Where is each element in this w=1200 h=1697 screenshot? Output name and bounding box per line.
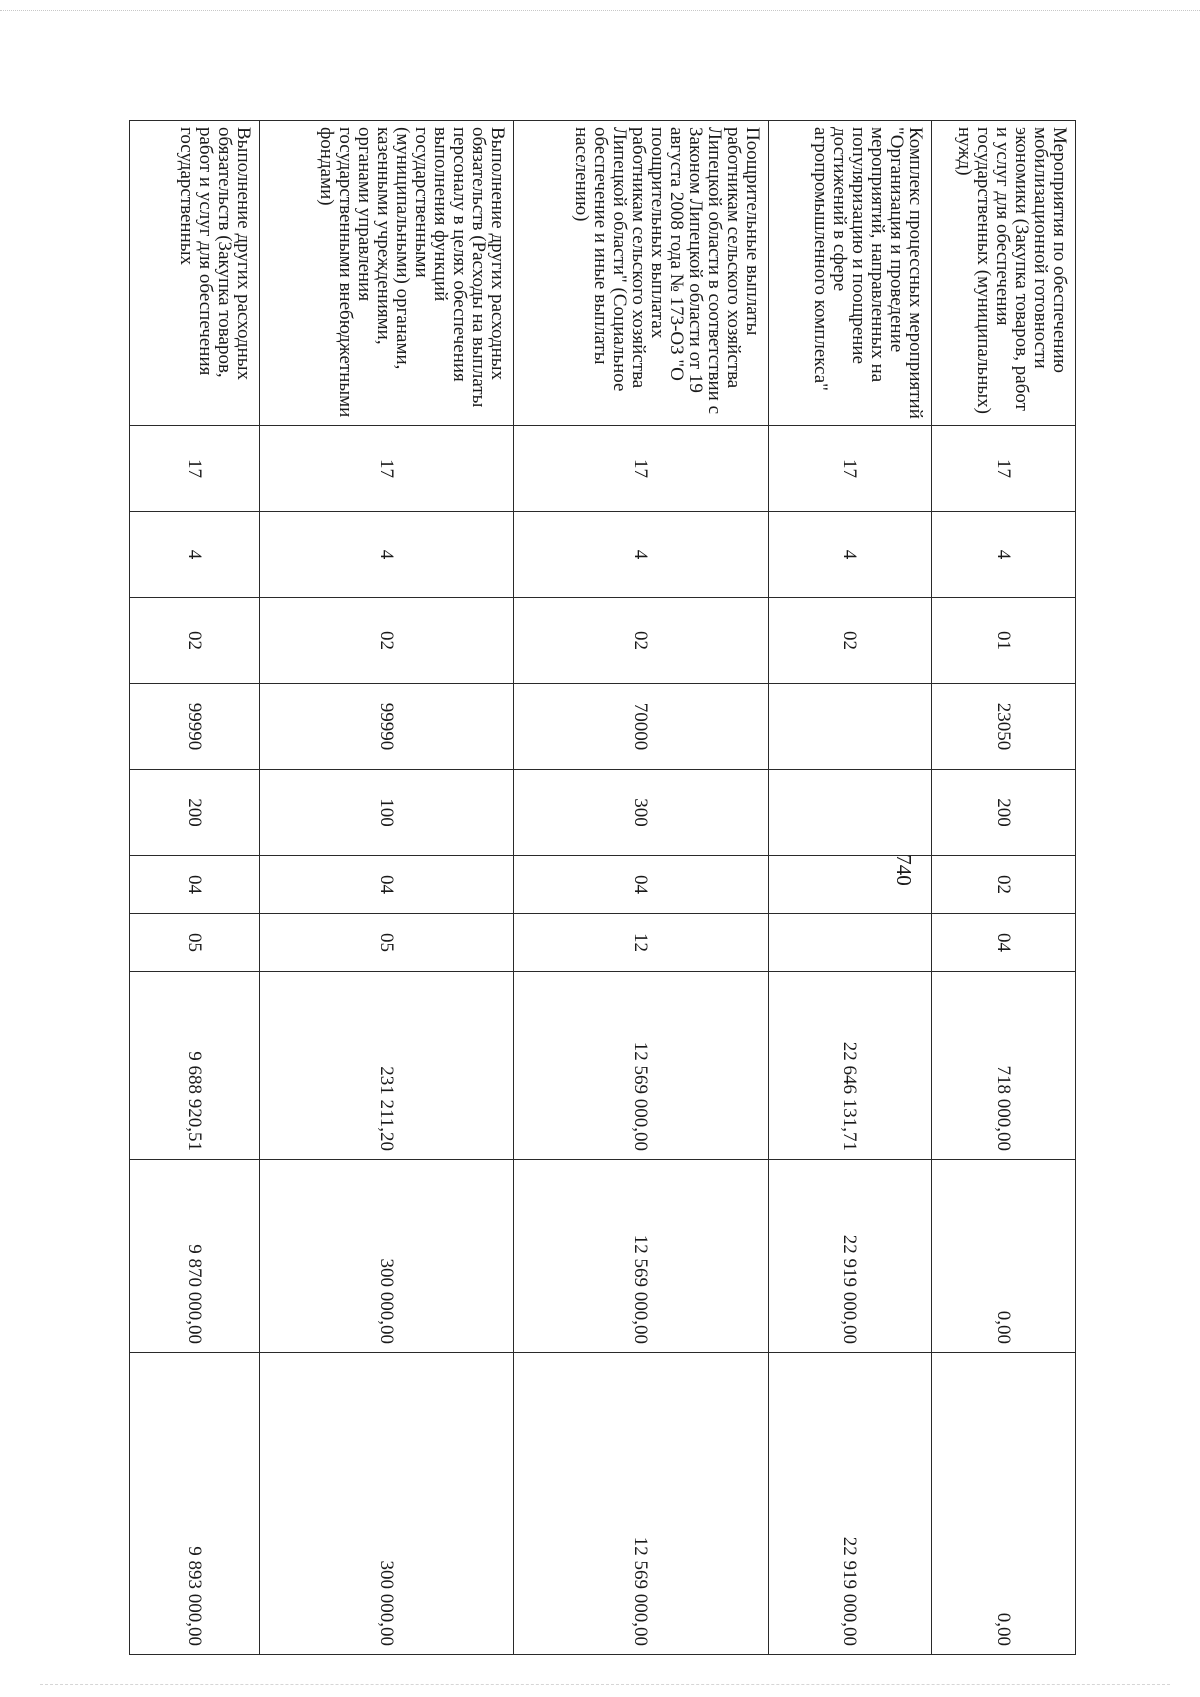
scan-top-edge bbox=[0, 10, 1200, 11]
cell-v2: 22 919 000,00 bbox=[769, 1160, 932, 1353]
cell-c4: 70000 bbox=[514, 684, 769, 770]
table-row bbox=[932, 121, 1076, 1655]
scan-bottom-edge bbox=[40, 1684, 1170, 1685]
row-name: Мероприятия по обеспечению мобилизационной готовности экономики (Закупка товаров, работ и услуг для обеспечения государственных (муниципальных) нужд) bbox=[932, 121, 1076, 426]
page-number: 740 bbox=[892, 854, 916, 886]
cell-c2: 4 bbox=[130, 512, 260, 598]
cell-c6: 04 bbox=[130, 856, 260, 914]
cell-v1: 231 211,20 bbox=[260, 972, 514, 1160]
row-name: Комплекс процессных мероприятий "Организация и проведение мероприятий, направленных на популяризацию и поощрение достижений в сфере агропромышленного комплекса" bbox=[769, 121, 932, 426]
cell-c6: 04 bbox=[514, 856, 769, 914]
row-name: Поощрительные выплаты работникам сельского хозяйства Липецкой области в соответствии с Законом Липецкой области от 19 августа 2008 года № 173-ОЗ "О поощрительных выплатах работникам сельского хозяйства Липецкой области" (Социальное обеспечение и иные выплаты населению) bbox=[514, 121, 769, 426]
cell-c3: 02 bbox=[769, 598, 932, 684]
table-row bbox=[130, 121, 260, 1655]
cell-v2: 300 000,00 bbox=[260, 1160, 514, 1353]
cell-c3: 02 bbox=[260, 598, 514, 684]
cell-c6 bbox=[769, 856, 932, 914]
cell-c7: 12 bbox=[514, 914, 769, 972]
cell-c5: 300 bbox=[514, 770, 769, 856]
cell-c7 bbox=[769, 914, 932, 972]
cell-v1: 12 569 000,00 bbox=[514, 972, 769, 1160]
budget-table bbox=[129, 120, 1076, 1655]
cell-c2: 4 bbox=[932, 512, 1076, 598]
cell-c7: 05 bbox=[130, 914, 260, 972]
cell-v3: 0,00 bbox=[932, 1353, 1076, 1655]
cell-c5: 200 bbox=[932, 770, 1076, 856]
cell-c7: 05 bbox=[260, 914, 514, 972]
cell-c1: 17 bbox=[932, 426, 1076, 512]
cell-c5: 100 bbox=[260, 770, 514, 856]
cell-c4: 99990 bbox=[130, 684, 260, 770]
cell-c3: 02 bbox=[130, 598, 260, 684]
cell-c1: 17 bbox=[769, 426, 932, 512]
cell-v1: 22 646 131,71 bbox=[769, 972, 932, 1160]
cell-c1: 17 bbox=[514, 426, 769, 512]
cell-c1: 17 bbox=[260, 426, 514, 512]
cell-v3: 22 919 000,00 bbox=[769, 1353, 932, 1655]
cell-v2: 0,00 bbox=[932, 1160, 1076, 1353]
cell-v1: 9 688 920,51 bbox=[130, 972, 260, 1160]
cell-c5: 200 bbox=[130, 770, 260, 856]
cell-v3: 9 893 000,00 bbox=[130, 1353, 260, 1655]
rotated-table-wrapper bbox=[130, 120, 1076, 1654]
table-row bbox=[514, 121, 769, 1655]
cell-v3: 300 000,00 bbox=[260, 1353, 514, 1655]
table-row bbox=[260, 121, 514, 1655]
cell-v1: 718 000,00 bbox=[932, 972, 1076, 1160]
cell-c2: 4 bbox=[769, 512, 932, 598]
cell-c7: 04 bbox=[932, 914, 1076, 972]
cell-c2: 4 bbox=[260, 512, 514, 598]
cell-v2: 12 569 000,00 bbox=[514, 1160, 769, 1353]
cell-v3: 12 569 000,00 bbox=[514, 1353, 769, 1655]
table-row bbox=[769, 121, 932, 1655]
cell-c3: 01 bbox=[932, 598, 1076, 684]
cell-c1: 17 bbox=[130, 426, 260, 512]
row-name: Выполнение других расходных обязательств (Закупка товаров, работ и услуг для обеспечения государственных bbox=[130, 121, 260, 426]
cell-c3: 02 bbox=[514, 598, 769, 684]
cell-c5 bbox=[769, 770, 932, 856]
cell-v2: 9 870 000,00 bbox=[130, 1160, 260, 1353]
cell-c4: 99990 bbox=[260, 684, 514, 770]
cell-c6: 04 bbox=[260, 856, 514, 914]
cell-c2: 4 bbox=[514, 512, 769, 598]
cell-c4: 23050 bbox=[932, 684, 1076, 770]
row-name: Выполнение других расходных обязательств (Расходы на выплаты персоналу в целях обеспечения выполнения функций государственными (муниципальными) органами, казенными учреждениями, органами управления государственными внебюджетными фондами) bbox=[260, 121, 514, 426]
cell-c4 bbox=[769, 684, 932, 770]
cell-c6: 02 bbox=[932, 856, 1076, 914]
